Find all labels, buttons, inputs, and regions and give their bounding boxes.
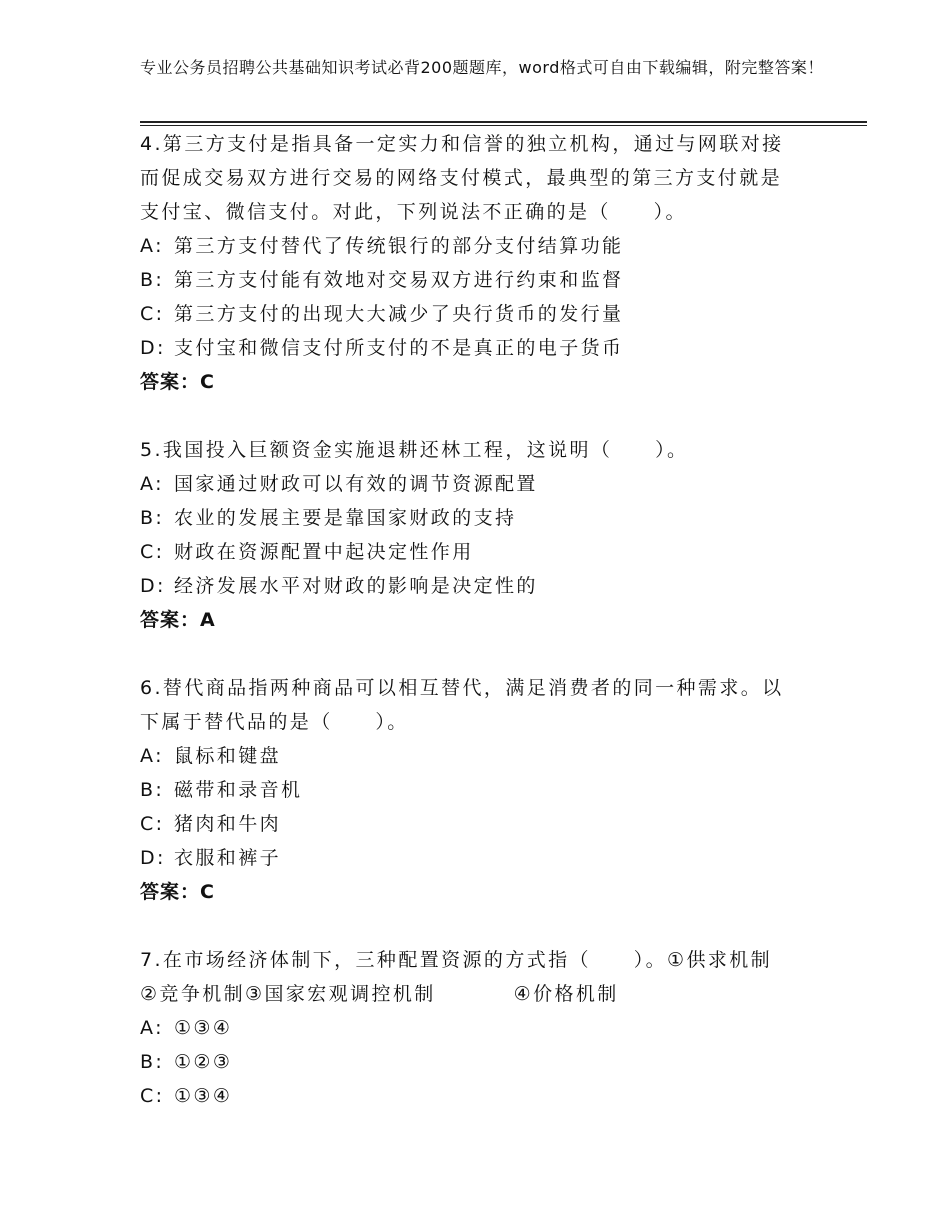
- option-d: [140, 331, 800, 365]
- option-letter: A:: [140, 473, 164, 495]
- option-text: 财政在资源配置中起决定性作用: [174, 541, 474, 563]
- question-stem: 4.第三方支付是指具备一定实力和信誉的独立机构，通过与网联对接而促成交易双方进行交易的网络支付模式，最典型的第三方支付就是支付宝、微信支付。对此，下列说法不正确的是（ ）。: [140, 133, 784, 223]
- option-text: ①②③: [174, 1051, 233, 1073]
- question-gap: [140, 909, 800, 943]
- document-header: [140, 56, 840, 80]
- option-letter: B:: [140, 507, 165, 529]
- answer-label: 答案：C: [140, 371, 215, 393]
- question-stem-line-2b: ④价格机制: [513, 983, 619, 1005]
- question-6: [140, 671, 800, 909]
- option-c: [140, 535, 800, 569]
- option-text: 经济发展水平对财政的影响是决定性的: [174, 575, 538, 597]
- option-letter: B:: [140, 779, 165, 801]
- option-text: 支付宝和微信支付所支付的不是真正的电子货币: [174, 337, 624, 359]
- option-letter: A:: [140, 235, 164, 257]
- option-b: [140, 263, 800, 297]
- option-letter: D:: [140, 847, 166, 869]
- question-list: [140, 127, 800, 1113]
- question-stem: [140, 943, 800, 1011]
- option-letter: C:: [140, 541, 165, 563]
- answer-label: 答案：C: [140, 881, 215, 903]
- option-text: 磁带和录音机: [174, 779, 303, 801]
- option-a: [140, 467, 800, 501]
- option-text: 猪肉和牛肉: [174, 813, 282, 835]
- option-a: [140, 229, 800, 263]
- question-stem-line-1: 7.在市场经济体制下，三种配置资源的方式指（ ）。①供求机制: [140, 949, 773, 971]
- option-text: 农业的发展主要是靠国家财政的支持: [174, 507, 517, 529]
- option-letter: C:: [140, 1085, 165, 1107]
- option-letter: A:: [140, 745, 164, 767]
- header-text: 专业公务员招聘公共基础知识考试必背200题题库，word格式可自由下载编辑，附完整答案！: [140, 58, 824, 77]
- option-letter: D:: [140, 337, 166, 359]
- question-gap: [140, 399, 800, 433]
- question-7: [140, 943, 800, 1113]
- option-a: [140, 739, 800, 773]
- option-a: [140, 1011, 800, 1045]
- option-b: [140, 773, 800, 807]
- question-stem-line-2a: ②竞争机制③国家宏观调控机制: [140, 983, 436, 1005]
- question-gap: [140, 637, 800, 671]
- option-letter: A:: [140, 1017, 164, 1039]
- option-b: [140, 1045, 800, 1079]
- header-rule-thin: [140, 125, 867, 126]
- option-letter: B:: [140, 1051, 165, 1073]
- option-b: [140, 501, 800, 535]
- option-text: 第三方支付替代了传统银行的部分支付结算功能: [174, 235, 624, 257]
- option-d: [140, 569, 800, 603]
- option-text: ①③④: [174, 1085, 233, 1107]
- question-5: [140, 433, 800, 637]
- question-4: [140, 127, 800, 399]
- option-c: [140, 1079, 800, 1113]
- header-rule-thick: [140, 121, 867, 123]
- option-text: ①③④: [174, 1017, 233, 1039]
- question-stem: 6.替代商品指两种商品可以相互替代，满足消费者的同一种需求。以下属于替代品的是（ ）。: [140, 677, 784, 733]
- option-letter: C:: [140, 813, 165, 835]
- option-c: [140, 807, 800, 841]
- question-stem: 5.我国投入巨额资金实施退耕还林工程，这说明（ ）。: [140, 439, 689, 461]
- option-letter: D:: [140, 575, 166, 597]
- option-text: 国家通过财政可以有效的调节资源配置: [174, 473, 538, 495]
- option-d: [140, 841, 800, 875]
- option-text: 鼠标和键盘: [174, 745, 282, 767]
- option-text: 第三方支付的出现大大减少了央行货币的发行量: [174, 303, 624, 325]
- option-text: 衣服和裤子: [174, 847, 282, 869]
- option-letter: C:: [140, 303, 165, 325]
- answer-label: 答案：A: [140, 609, 216, 631]
- option-text: 第三方支付能有效地对交易双方进行约束和监督: [174, 269, 624, 291]
- option-letter: B:: [140, 269, 165, 291]
- option-c: [140, 297, 800, 331]
